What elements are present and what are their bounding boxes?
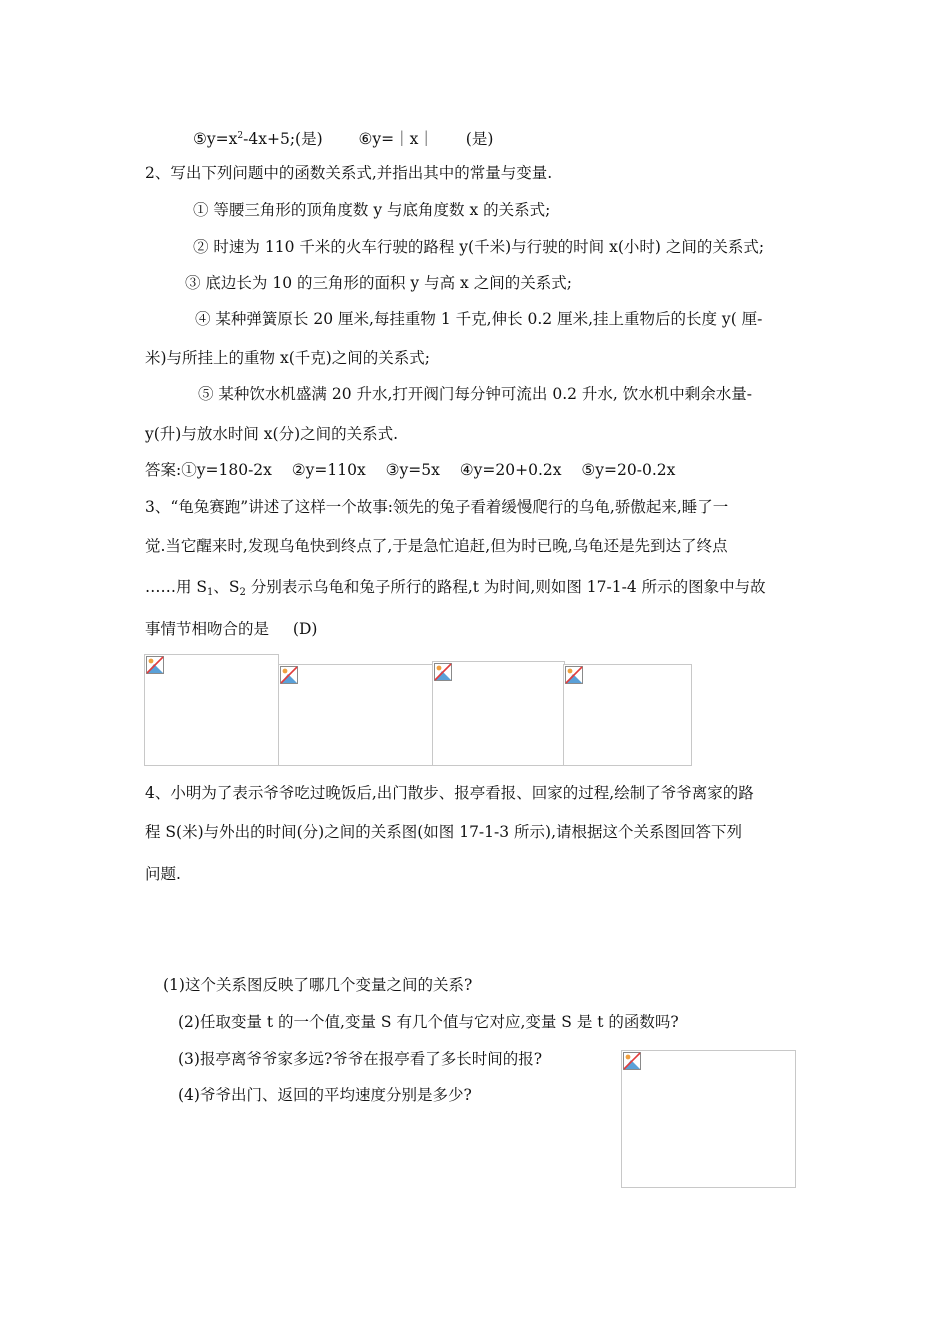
- q4-graph-image: [621, 1050, 796, 1188]
- graph-option-b-image: [278, 664, 434, 766]
- graph-option-d-image: [563, 664, 692, 766]
- q2-item-4-cont: 米)与所挂上的重物 x(千克)之间的关系式;: [145, 349, 431, 367]
- q1-item5-exponent: 2: [237, 131, 244, 141]
- broken-image-icon: [623, 1052, 641, 1070]
- q2-item-2: ② 时速为 110 千米的火车行驶的路程 y(千米)与行驶的时间 x(小时) 之间的关系式;: [193, 238, 765, 256]
- q3-line-3-c: 分别表示乌龟和兔子所行的路程,t 为时间,则如图 17-1-4 所示的图象中与故: [245, 578, 766, 596]
- q4-subq-4: (4)爷爷出门、返回的平均速度分别是多少?: [178, 1086, 472, 1104]
- graph-option-c-image: [432, 661, 565, 766]
- q1-item5-6: [193, 126, 493, 149]
- answer-5: ⑤y=20-0.2x: [581, 461, 676, 479]
- broken-image-icon: [280, 666, 298, 684]
- q3-s2-subscript: 2: [239, 587, 246, 598]
- broken-image-icon: [434, 663, 452, 681]
- q1-item5-text: ⑤y=x: [193, 130, 238, 148]
- q3-line-1: 3、“龟兔赛跑”讲述了这样一个故事:领先的兔子看着缓慢爬行的乌龟,骄傲起来,睡了一: [145, 498, 729, 516]
- answer-3: ③y=5x: [385, 461, 440, 479]
- answer-4: ④y=20+0.2x: [459, 461, 562, 479]
- q3-s1-subscript: 1: [207, 587, 214, 598]
- q4-line-2: 程 S(米)与外出的时间(分)之间的关系图(如图 17-1-3 所示),请根据这个关系图回答下列: [145, 823, 743, 841]
- q3-answer: (D): [292, 620, 318, 638]
- answer-label: 答案:: [145, 461, 182, 479]
- q3-line-4: [145, 619, 317, 639]
- graph-option-a-image: [144, 654, 279, 766]
- broken-image-icon: [565, 666, 583, 684]
- q3-line-3-a: ……用 S: [145, 578, 208, 596]
- answer-1: ①y=180-2x: [181, 461, 272, 479]
- q2-item-1: ① 等腰三角形的顶角度数 y 与底角度数 x 的关系式;: [193, 201, 551, 219]
- q1-item6-answer: (是): [465, 130, 494, 148]
- q2-item-5-cont: y(升)与放水时间 x(分)之间的关系式.: [145, 425, 399, 443]
- q4-subq-1: (1)这个关系图反映了哪几个变量之间的关系?: [163, 976, 473, 994]
- q4-subq-3: (3)报亭离爷爷家多远?爷爷在报亭看了多长时间的报?: [178, 1050, 543, 1068]
- q3-line-3: [145, 577, 766, 603]
- q2-stem: 2、写出下列问题中的函数关系式,并指出其中的常量与变量.: [145, 164, 553, 182]
- answer-2: ②y=110x: [291, 461, 366, 479]
- q4-line-3: 问题.: [145, 865, 181, 883]
- broken-image-icon: [146, 656, 164, 674]
- q1-item5-answer: -4x+5;(是): [243, 130, 323, 148]
- q3-line-2: 觉.当它醒来时,发现乌龟快到终点了,于是急忙追赶,但为时已晚,乌龟还是先到达了终点: [145, 537, 728, 555]
- q1-item6-text: ⑥y=｜x｜: [358, 130, 434, 148]
- q2-item-3: ③ 底边长为 10 的三角形的面积 y 与高 x 之间的关系式;: [185, 274, 572, 292]
- q2-answers: [145, 460, 675, 480]
- q4-subq-2: (2)任取变量 t 的一个值,变量 S 有几个值与它对应,变量 S 是 t 的函数吗?: [178, 1013, 679, 1031]
- q4-line-1: 4、小明为了表示爷爷吃过晚饭后,出门散步、报亭看报、回家的过程,绘制了爷爷离家的路: [145, 784, 754, 802]
- q2-item-4: ④ 某种弹簧原长 20 厘米,每挂重物 1 千克,伸长 0.2 厘米,挂上重物后的长度 y( 厘-: [195, 310, 763, 328]
- q2-item-5: ⑤ 某种饮水机盛满 20 升水,打开阀门每分钟可流出 0.2 升水, 饮水机中剩余水量-: [198, 385, 753, 403]
- q3-line-4-text: 事情节相吻合的是: [145, 620, 270, 638]
- q3-line-3-b: 、S: [213, 578, 240, 596]
